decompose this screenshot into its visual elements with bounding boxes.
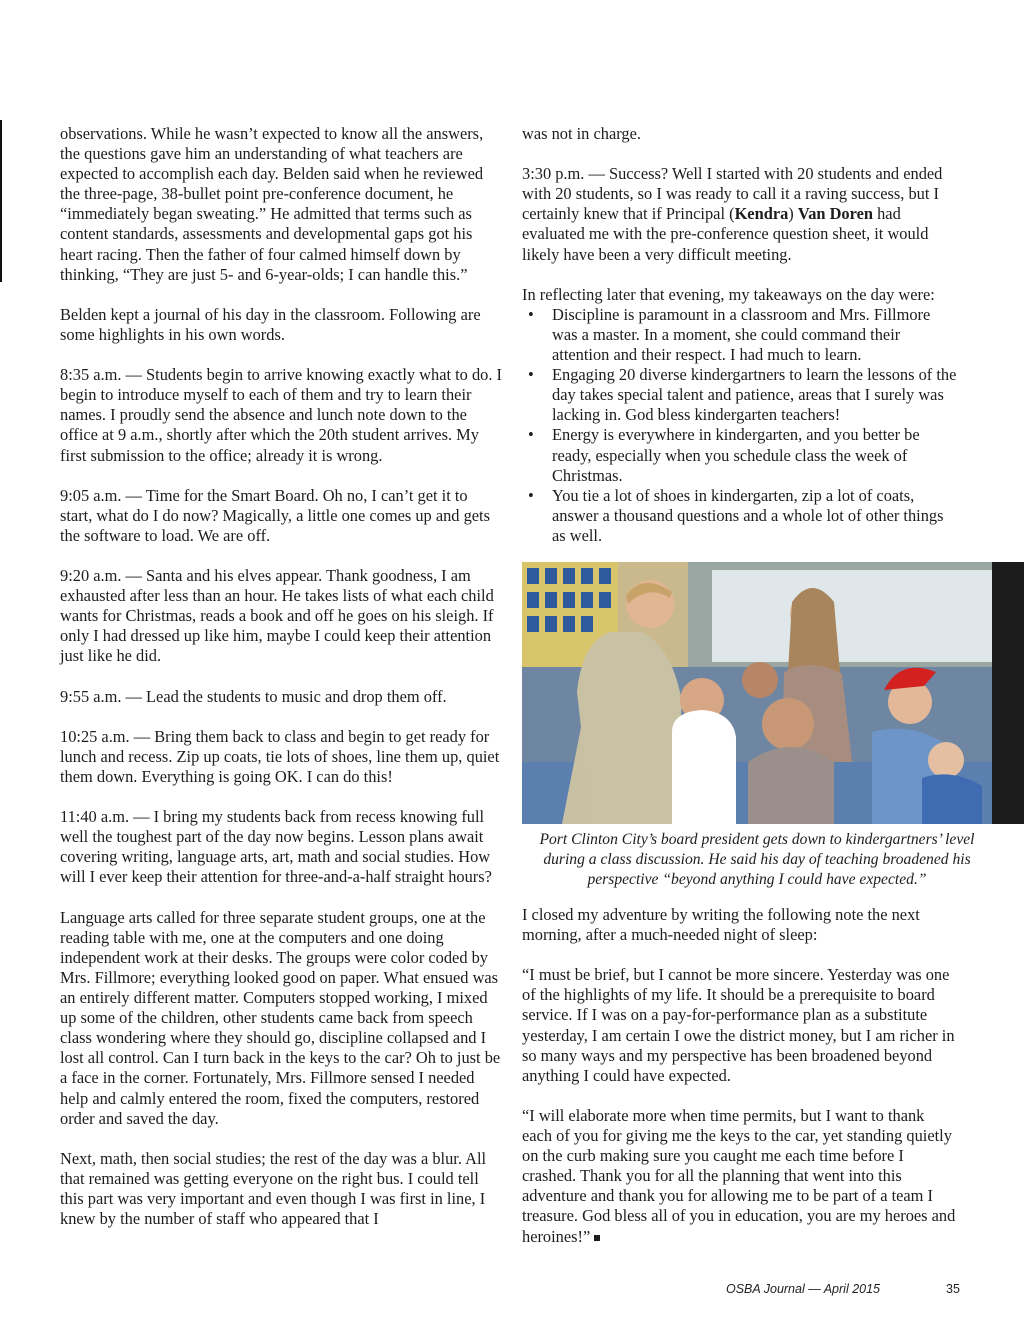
closing-quote: “I must be brief, but I cannot be more sincere. Yesterday was one of the highlights of my life. It should be a prerequisite to board service. If I was on a pay-for-performance plan as a substitute yesterday, I am certain I owe the district money, but I am richer in so many ways and my perspective has been broadened beyond anything I could have expected.: [522, 965, 955, 1085]
body-paragraph: was not in charge.: [522, 124, 641, 143]
right-column-top: [522, 124, 958, 566]
principal-first-name: Kendra: [734, 204, 789, 224]
takeaway-item: • Energy is everywhere in kindergarten, and you better be ready, especially when you schedule class the week of Christmas.: [522, 425, 958, 485]
journal-entry-835: 8:35 a.m. — Students begin to arrive knowing exactly what to do. I begin to introduce myself to each of them and try to learn their names. I proudly send the absence and lunch note down to the office at 9 a.m., shortly after which the 20th student arrives. My first submission to the office; already it is wrong.: [60, 365, 503, 465]
journal-entry-330: 3:30 p.m. — Success? Well I started with 20 students and ended with 20 students, so I was ready to call it a raving success, but I certainly knew that if Principal (Kendra) Van Doren had evaluated me with the pre-conference question sheet, it would likely have been a very difficult meeting.: [522, 164, 943, 264]
takeaways-list: [522, 305, 958, 546]
photo-caption: Port Clinton City’s board president gets down to kindergartners’ level during a class discussion. He said his day of teaching broadened his perspective “beyond anything I could have expected.”: [539, 831, 975, 888]
takeaway-item: • Engaging 20 diverse kindergartners to learn the lessons of the day takes special talent and patience, areas that I surely was lacking in. God bless kindergarten teachers!: [522, 365, 958, 425]
journal-entry-1025: 10:25 a.m. — Bring them back to class and begin to get ready for lunch and recess. Zip up coats, tie lots of shoes, line them up, quiet them down. Everything is going OK. I can do this!: [60, 726, 500, 786]
closing-quote-final: “I will elaborate more when time permits, but I want to thank each of you for giving me the keys to the car, yet standing quietly on the curb making sure you caught me each time before I crashed. Thank you for all the planning that went into this adventure and thank you for allowing me to be part of a team I treasure. God bless all of you in education, you are my heroes and heroines!”: [522, 1105, 956, 1246]
page-number: 35: [946, 1282, 960, 1296]
takeaway-item: • Discipline is paramount in a classroom and Mrs. Fillmore was a master. In a moment, she could command their attention and their respect. I had much to learn.: [522, 305, 958, 365]
body-paragraph: Next, math, then social studies; the rest of the day was a blur. All that remained was getting everyone on the right bus. I could tell this part was very important and even though I was first in line, I knew by the number of staff who appeared that I: [60, 1148, 487, 1229]
body-paragraph: Language arts called for three separate student groups, one at the reading table with me, one at the computers and one doing independent work at their desks. The groups were color coded by Mrs. Fillmore; everything looked good on paper. What ensued was an entirely different matter. Computers stopped working, I mixed up some of the children, other students came back from speech class wondering where they should go, discipline collapsed and I lost all control. Can I turn back in the keys to the car? Oh to just be a face in the corner. Fortunately, Mrs. Fillmore sensed I needed help and calmly entered the room, fixed the computers, restored order and saved the day.: [60, 907, 501, 1128]
journal-entry-905: 9:05 a.m. — Time for the Smart Board. Oh no, I can’t get it to start, what do I do now? Magically, a little one comes up and gets the software to load. We are off.: [60, 485, 490, 545]
journal-entry-1140: 11:40 a.m. — I bring my students back from recess knowing full well the toughest part of the day now begins. Lesson plans await covering writing, language arts, art, math and social studies. How will I ever keep their attention for three-and-a-half straight hours?: [60, 807, 492, 887]
end-of-article-mark: [594, 1235, 600, 1241]
journal-entry-955: 9:55 a.m. — Lead the students to music and drop them off.: [60, 686, 447, 706]
left-margin-rule: [0, 120, 2, 282]
footer-journal: OSBA Journal — April 2015: [726, 1282, 881, 1296]
classroom-photo: [522, 562, 992, 824]
body-paragraph: observations. While he wasn’t expected to know all the answers, the questions gave him an understanding of what teachers are expected to accomplish each day. Belden said when he reviewed the three-page, 38-bullet point pre-conference document, he “immediately began sweating.” He admitted that terms such as content standards, assessments and developmental gaps got his heart racing. Then the father of four calmed himself down by thinking, “They are just 5- and 6-year-olds; I can handle this.”: [60, 124, 484, 284]
takeaways-intro: In reflecting later that evening, my takeaways on the day were:: [522, 284, 935, 304]
left-column: [60, 124, 502, 1249]
principal-last-name: Van Doren: [797, 204, 874, 224]
right-section-tab: [992, 562, 1024, 824]
body-paragraph: I closed my adventure by writing the following note the next morning, after a much-needed night of sleep:: [522, 905, 920, 945]
takeaway-item: • You tie a lot of shoes in kindergarten, zip a lot of coats, answer a thousand questions and a whole lot of other things as well.: [522, 486, 958, 546]
journal-entry-920: 9:20 a.m. — Santa and his elves appear. Thank goodness, I am exhausted after less than an hour. He takes lists of what each child wants for Christmas, reads a book and off he goes on his sleigh. If only I had dressed up like him, maybe I could keep their attention just like he did.: [60, 566, 494, 666]
right-column-bottom: [522, 905, 958, 1267]
body-paragraph: Belden kept a journal of his day in the classroom. Following are some highlights in his own words.: [60, 304, 481, 344]
